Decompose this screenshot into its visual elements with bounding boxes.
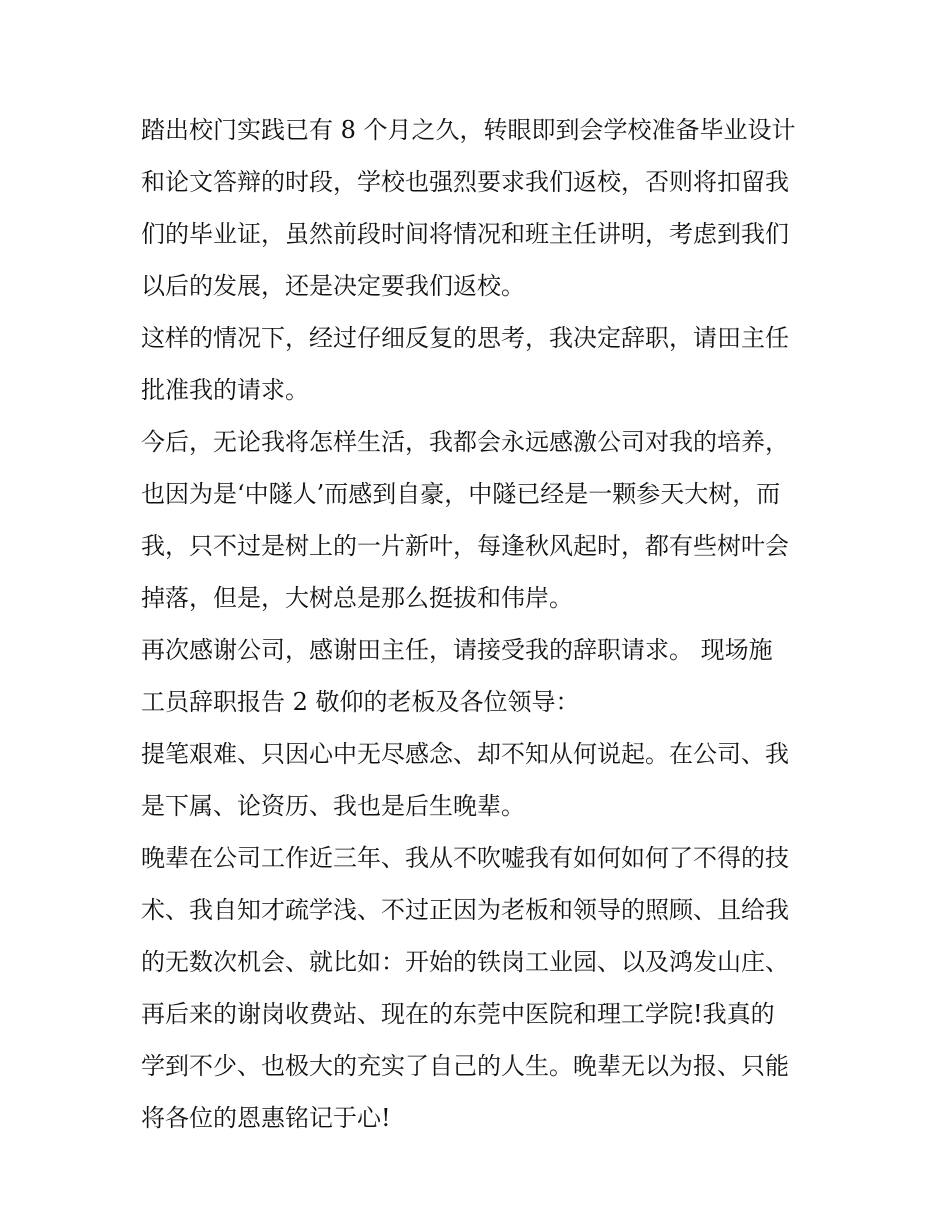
text-line: 提笔艰难、只因心中无尽感念、却不知从何说起。在公司、我 [141,740,789,768]
text-line: 批准我的请求。 [141,376,309,404]
text-line: 以后的发展，还是决定要我们返校。 [141,272,525,300]
text-line: 掉落，但是，大树总是那么挺拔和伟岸。 [141,584,573,612]
text-line: 和论文答辩的时段，学校也强烈要求我们返校，否则将扣留我 [141,168,789,196]
text-line: 再次感谢公司，感谢田主任，请接受我的辞职请求。 现场施 [141,636,773,664]
text-line: 我，只不过是树上的一片新叶，每逢秋风起时，都有些树叶会 [141,532,789,560]
text-line: 将各位的恩惠铭记于心! [141,1104,391,1132]
text-line: 踏出校门实践已有 8 个月之久，转眼即到会学校准备毕业设计 [141,116,796,144]
text-line: 也因为是‘中隧人’而感到自豪，中隧已经是一颗参天大树，而 [141,480,781,508]
text-line: 工员辞职报告 2 敬仰的老板及各位领导： [141,688,580,716]
text-line: 是下属、论资历、我也是后生晚辈。 [141,792,525,820]
text-line: 这样的情况下，经过仔细反复的思考，我决定辞职，请田主任 [141,324,789,352]
text-line: 再后来的谢岗收费站、现在的东莞中医院和理工学院!我真的 [141,1000,775,1028]
text-line: 晚辈在公司工作近三年、我从不吹嘘我有如何如何了不得的技 [141,844,789,872]
text-line: 们的毕业证，虽然前段时间将情况和班主任讲明，考虑到我们 [141,220,789,248]
text-line: 今后，无论我将怎样生活，我都会永远感激公司对我的培养， [141,428,789,456]
text-line: 学到不少、也极大的充实了自己的人生。晚辈无以为报、只能 [141,1052,789,1080]
text-line: 的无数次机会、就比如：开始的铁岗工业园、以及鸿发山庄、 [141,948,789,976]
text-line: 术、我自知才疏学浅、不过正因为老板和领导的照顾、且给我 [141,896,789,924]
document-body [141,104,817,1144]
